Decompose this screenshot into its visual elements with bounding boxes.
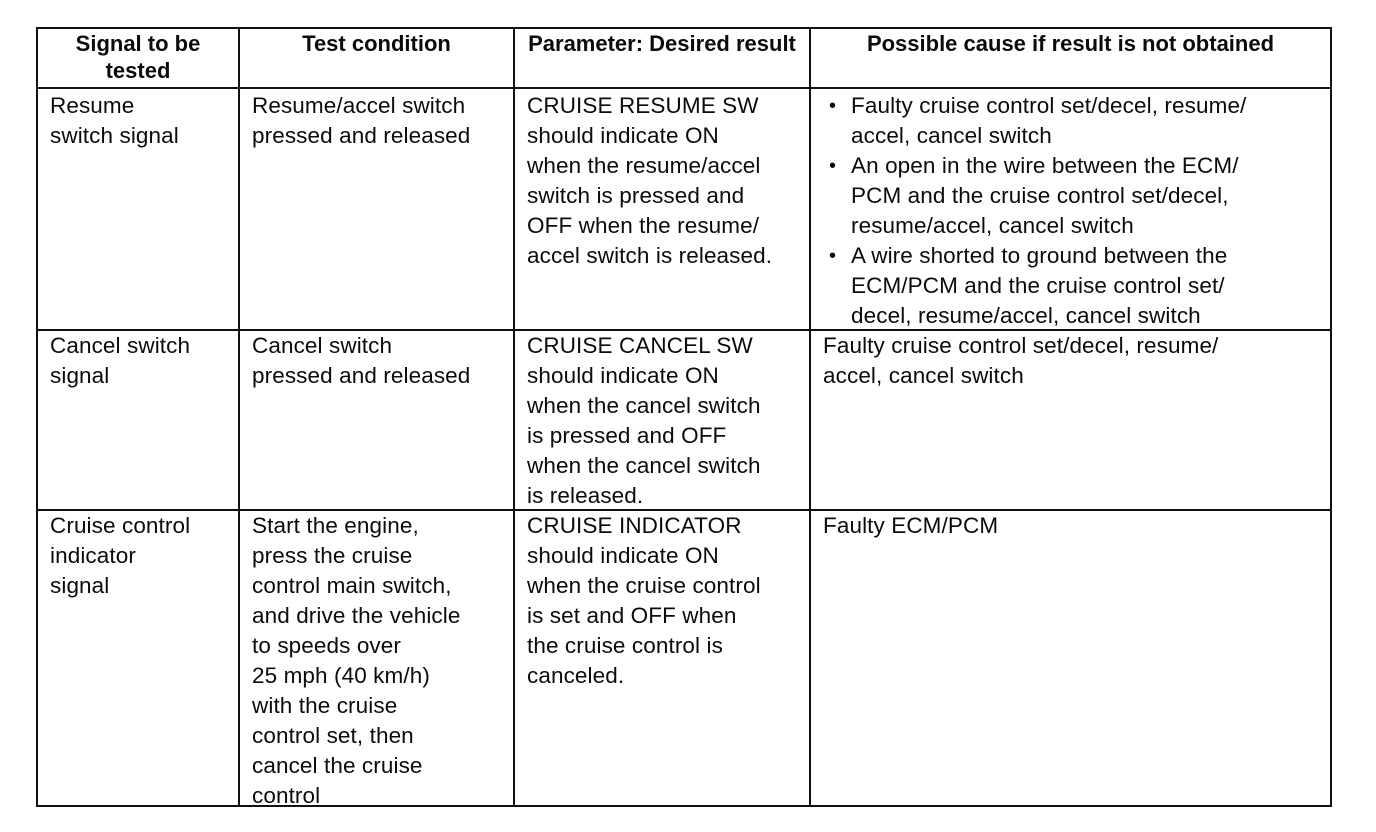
cell-text: switch signal xyxy=(50,123,179,148)
cell-text: Cancel switch xyxy=(252,333,393,358)
cell-text: the cruise control is xyxy=(527,633,723,658)
cell-parameter xyxy=(515,331,811,509)
cell-text: when the cruise control xyxy=(527,573,761,598)
cell-text: cancel the cruise xyxy=(252,753,423,778)
cell-text: is set and OFF when xyxy=(527,603,737,628)
cell-text: A wire shorted to ground between the xyxy=(851,243,1228,268)
cell-text: switch is pressed and xyxy=(527,183,745,208)
cell-cause xyxy=(811,331,1330,509)
cell-text: control xyxy=(252,783,321,805)
bullet-icon: • xyxy=(829,245,837,267)
cell-text: is released. xyxy=(527,483,644,508)
cell-text: resume/accel, cancel switch xyxy=(851,213,1134,238)
cause-list xyxy=(823,91,1324,329)
table-header-row xyxy=(38,29,1330,87)
cell-text: control set, then xyxy=(252,723,414,748)
diagnostic-table xyxy=(36,27,1332,807)
cell-text: pressed and released xyxy=(252,123,471,148)
column-header-parameter-text: Parameter: Desired result xyxy=(528,31,796,56)
table-row xyxy=(38,509,1330,805)
column-header-signal xyxy=(38,29,240,87)
cell-text: accel switch is released. xyxy=(527,243,773,268)
cell-text: should indicate ON xyxy=(527,123,719,148)
table-row xyxy=(38,87,1330,329)
cell-text: Start the engine, xyxy=(252,513,419,538)
table-row xyxy=(38,329,1330,509)
column-header-parameter xyxy=(515,29,811,87)
cell-text: when the cancel switch xyxy=(527,393,761,418)
cell-text: canceled. xyxy=(527,663,625,688)
cell-condition xyxy=(240,89,515,329)
column-header-condition-text: Test condition xyxy=(302,31,451,56)
cell-text: to speeds over xyxy=(252,633,401,658)
cell-text: 25 mph (40 km/h) xyxy=(252,663,430,688)
cell-text: Faulty ECM/PCM xyxy=(823,513,999,538)
cell-signal xyxy=(38,89,240,329)
column-header-cause xyxy=(811,29,1330,87)
cell-parameter xyxy=(515,511,811,805)
cause-list-item xyxy=(823,91,1324,151)
cell-text: Faulty cruise control set/decel, resume/ xyxy=(851,93,1247,118)
cell-text: should indicate ON xyxy=(527,543,719,568)
cell-signal xyxy=(38,331,240,509)
cause-list-item xyxy=(823,241,1324,329)
cell-text: CRUISE RESUME SW xyxy=(527,93,759,118)
cell-text: Resume/accel switch xyxy=(252,93,466,118)
cell-signal xyxy=(38,511,240,805)
cause-list-item xyxy=(823,151,1324,241)
cell-text: accel, cancel switch xyxy=(823,363,1024,388)
cell-text: PCM and the cruise control set/decel, xyxy=(851,183,1229,208)
cell-text: pressed and released xyxy=(252,363,471,388)
cell-text: Cancel switch xyxy=(50,333,191,358)
cell-condition xyxy=(240,511,515,805)
bullet-icon: • xyxy=(829,95,837,117)
cell-text: signal xyxy=(50,363,110,388)
cell-text: is pressed and OFF xyxy=(527,423,727,448)
cell-text: CRUISE INDICATOR xyxy=(527,513,742,538)
cell-text: indicator xyxy=(50,543,136,568)
cell-text: should indicate ON xyxy=(527,363,719,388)
cell-text: CRUISE CANCEL SW xyxy=(527,333,753,358)
cell-text: control main switch, xyxy=(252,573,452,598)
column-header-cause-text: Possible cause if result is not obtained xyxy=(866,31,1275,56)
cell-text: Cruise control xyxy=(50,513,191,538)
cell-text: signal xyxy=(50,573,110,598)
cell-text: with the cruise xyxy=(252,693,398,718)
bullet-icon: • xyxy=(829,155,837,177)
cell-text: Faulty cruise control set/decel, resume/ xyxy=(823,333,1219,358)
cell-text: decel, resume/accel, cancel switch xyxy=(851,303,1201,328)
column-header-condition xyxy=(240,29,515,87)
cell-text: OFF when the resume/ xyxy=(527,213,760,238)
column-header-signal-text: Signal to be tested xyxy=(75,31,201,83)
cell-cause xyxy=(811,89,1330,329)
cell-parameter xyxy=(515,89,811,329)
cell-text: Resume xyxy=(50,93,135,118)
cell-text: accel, cancel switch xyxy=(851,123,1052,148)
cell-text: An open in the wire between the ECM/ xyxy=(851,153,1239,178)
cell-text: when the resume/accel xyxy=(527,153,761,178)
cell-text: when the cancel switch xyxy=(527,453,761,478)
cell-cause xyxy=(811,511,1330,805)
cell-text: press the cruise xyxy=(252,543,413,568)
cell-text: and drive the vehicle xyxy=(252,603,461,628)
cell-text: ECM/PCM and the cruise control set/ xyxy=(851,273,1225,298)
cell-condition xyxy=(240,331,515,509)
